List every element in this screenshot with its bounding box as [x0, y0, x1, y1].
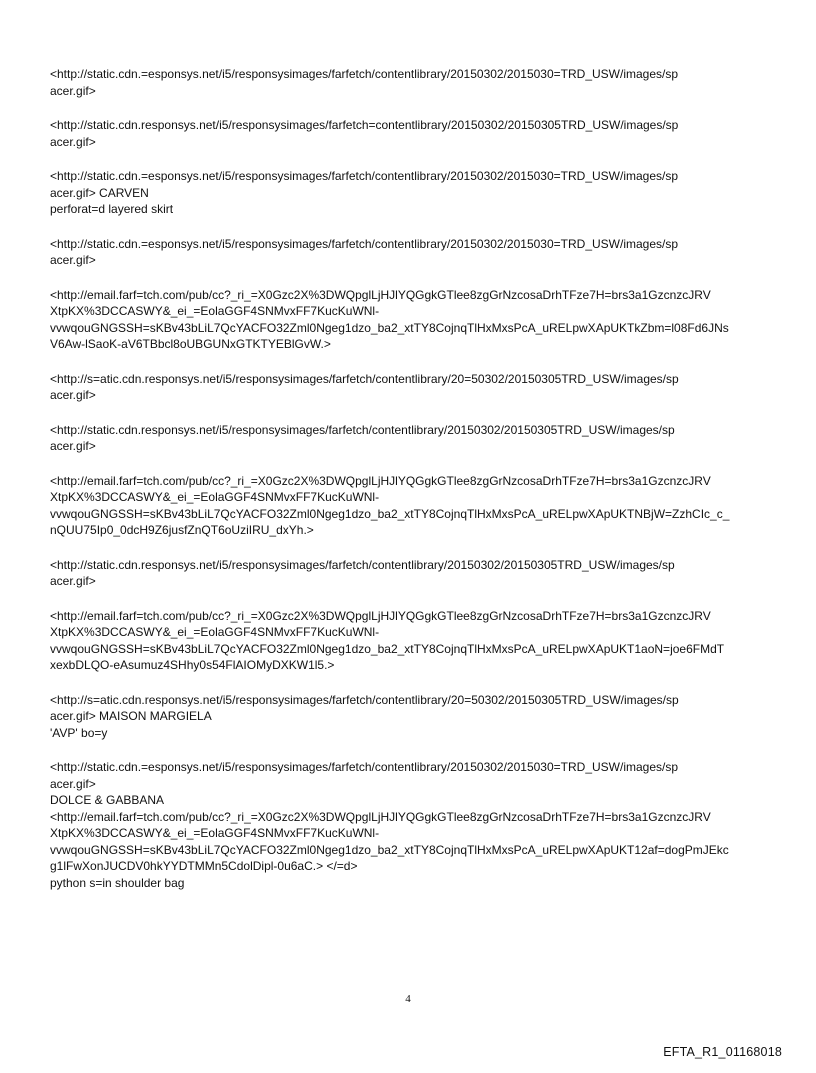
- text-line: g1lFwXonJUCDV0hkYYDTMMn5CdolDipl-0u6aC.> </=d>: [50, 859, 358, 873]
- text-line: acer.gif>: [50, 574, 96, 588]
- email-paragraph: [50, 117, 774, 150]
- text-line: <http://static.cdn.responsys.net/i5/responsysimages/farfetch/contentlibrary/20150302/20150305TRD_USW/images/sp: [50, 557, 675, 572]
- text-line: V6Aw-lSaoK-aV6TBbcl8oUBGUNxGTKTYEBlGvW.>: [50, 337, 331, 351]
- text-line: <http://static.cdn.=esponsys.net/i5/responsysimages/farfetch/contentlibrary/20150302/2015030=TRD_USW/images/sp: [50, 760, 679, 774]
- text-line: 'AVP' bo=y: [50, 725, 108, 740]
- email-paragraph: [50, 287, 774, 353]
- email-paragraph: [50, 557, 774, 590]
- text-line: acer.gif>: [50, 83, 96, 98]
- text-line: DOLCE & GABBANA: [50, 793, 165, 807]
- text-line: <http://email.farf=tch.com/pub/cc?_ri_=X0Gzc2X%3DWQpglLjHJlYQGgkGTlee8zgGrNzcosaDrhTFze7H=brs3a1GzcnzcJRV: [50, 473, 711, 488]
- text-line: <http://static.cdn.=esponsys.net/i5/responsysimages/farfetch/contentlibrary/20150302/2015030=TRD_USW/images/sp: [50, 236, 679, 251]
- text-line: acer.gif>: [50, 776, 96, 791]
- text-line: <http://email.farf=tch.com/pub/cc?_ri_=X0Gzc2X%3DWQpglLjHJlYQGgkGTlee8zgGrNzcosaDrhTFze7H=brs3a1GzcnzcJRV: [50, 287, 711, 302]
- text-line: XtpKX%3DCCASWY&_ei_=EolaGGF4SNMvxFF7KucKuWNl-: [50, 625, 380, 639]
- text-line: vvwqouGNGSSH=sKBv43bLiL7QcYACFO32Zml0Ngeg1dzo_ba2_xtTY8CojnqTlHxMxsPcA_uRELpwXApUKTNBjW=ZzhCIc_c_: [50, 506, 730, 521]
- text-line: <http://static.cdn.=esponsys.net/i5/responsysimages/farfetch/contentlibrary/20150302/2015030=TRD_USW/images/sp: [50, 169, 679, 183]
- email-paragraph: [50, 692, 774, 742]
- bates-number: EFTA_R1_01168018: [663, 1045, 782, 1059]
- email-paragraph: [50, 608, 774, 674]
- text-line: XtpKX%3DCCASWY&_ei_=EolaGGF4SNMvxFF7KucKuWNl-: [50, 826, 380, 840]
- text-line: xexbDLQO-eAsumuz4SHhy0s54FlAIOMyDXKW1l5.>: [50, 658, 335, 672]
- email-paragraph: [50, 759, 774, 891]
- text-line: vvwqouGNGSSH=sKBv43bLiL7QcYACFO32Zml0Ngeg1dzo_ba2_xtTY8CojnqTlHxMxsPcA_uRELpwXApUKT12af=dogPmJEkc: [50, 842, 729, 857]
- text-line: vvwqouGNGSSH=sKBv43bLiL7QcYACFO32Zml0Ngeg1dzo_ba2_xtTY8CojnqTlHxMxsPcA_uRELpwXApUKT1aoN=joe6FMdT: [50, 641, 725, 656]
- text-line: nQUU75Ip0_0dcH9Z6jusfZnQT6oUziIRU_dxYh.>: [50, 523, 314, 537]
- text-line: python s=in shoulder bag: [50, 875, 185, 890]
- document-body: [50, 66, 774, 909]
- email-paragraph: [50, 66, 774, 99]
- email-paragraph: [50, 371, 774, 404]
- email-paragraph: [50, 473, 774, 539]
- text-line: <http://s=atic.cdn.responsys.net/i5/responsysimages/farfetch/contentlibrary/20=50302/20150305TRD_USW/images/sp: [50, 692, 679, 707]
- text-line: acer.gif> CARVEN: [50, 185, 149, 200]
- text-line: perforat=d layered skirt: [50, 202, 174, 216]
- email-paragraph: [50, 168, 774, 218]
- text-line: vvwqouGNGSSH=sKBv43bLiL7QcYACFO32Zml0Ngeg1dzo_ba2_xtTY8CojnqTlHxMxsPcA_uRELpwXApUKTkZbm=l08Fd6JNs: [50, 320, 729, 335]
- page-number: 4: [405, 993, 411, 1005]
- text-line: <http://s=atic.cdn.responsys.net/i5/responsysimages/farfetch/contentlibrary/20=50302/20150305TRD_USW/images/sp: [50, 371, 679, 386]
- text-line: XtpKX%3DCCASWY&_ei_=EolaGGF4SNMvxFF7KucKuWNl-: [50, 304, 380, 318]
- text-line: acer.gif> MAISON MARGIELA: [50, 709, 212, 723]
- text-line: <http://static.cdn.=esponsys.net/i5/responsysimages/farfetch/contentlibrary/20150302/2015030=TRD_USW/images/sp: [50, 67, 679, 81]
- text-line: <http://email.farf=tch.com/pub/cc?_ri_=X0Gzc2X%3DWQpglLjHJlYQGgkGTlee8zgGrNzcosaDrhTFze7H=brs3a1GzcnzcJRV: [50, 608, 711, 623]
- text-line: <http://static.cdn.responsys.net/i5/responsysimages/farfetch=contentlibrary/20150302/20150305TRD_USW/images/sp: [50, 118, 679, 132]
- text-line: acer.gif>: [50, 439, 96, 453]
- text-line: <http://email.farf=tch.com/pub/cc?_ri_=X0Gzc2X%3DWQpglLjHJlYQGgkGTlee8zgGrNzcosaDrhTFze7H=brs3a1GzcnzcJRV: [50, 809, 711, 824]
- text-line: <http://static.cdn.responsys.net/i5/responsysimages/farfetch/contentlibrary/20150302/20150305TRD_USW/images/sp: [50, 422, 675, 437]
- email-paragraph: [50, 236, 774, 269]
- text-line: XtpKX%3DCCASWY&_ei_=EolaGGF4SNMvxFF7KucKuWNl-: [50, 490, 380, 504]
- text-line: acer.gif>: [50, 388, 96, 402]
- text-line: acer.gif>: [50, 134, 96, 149]
- text-line: acer.gif>: [50, 253, 96, 267]
- email-paragraph: [50, 422, 774, 455]
